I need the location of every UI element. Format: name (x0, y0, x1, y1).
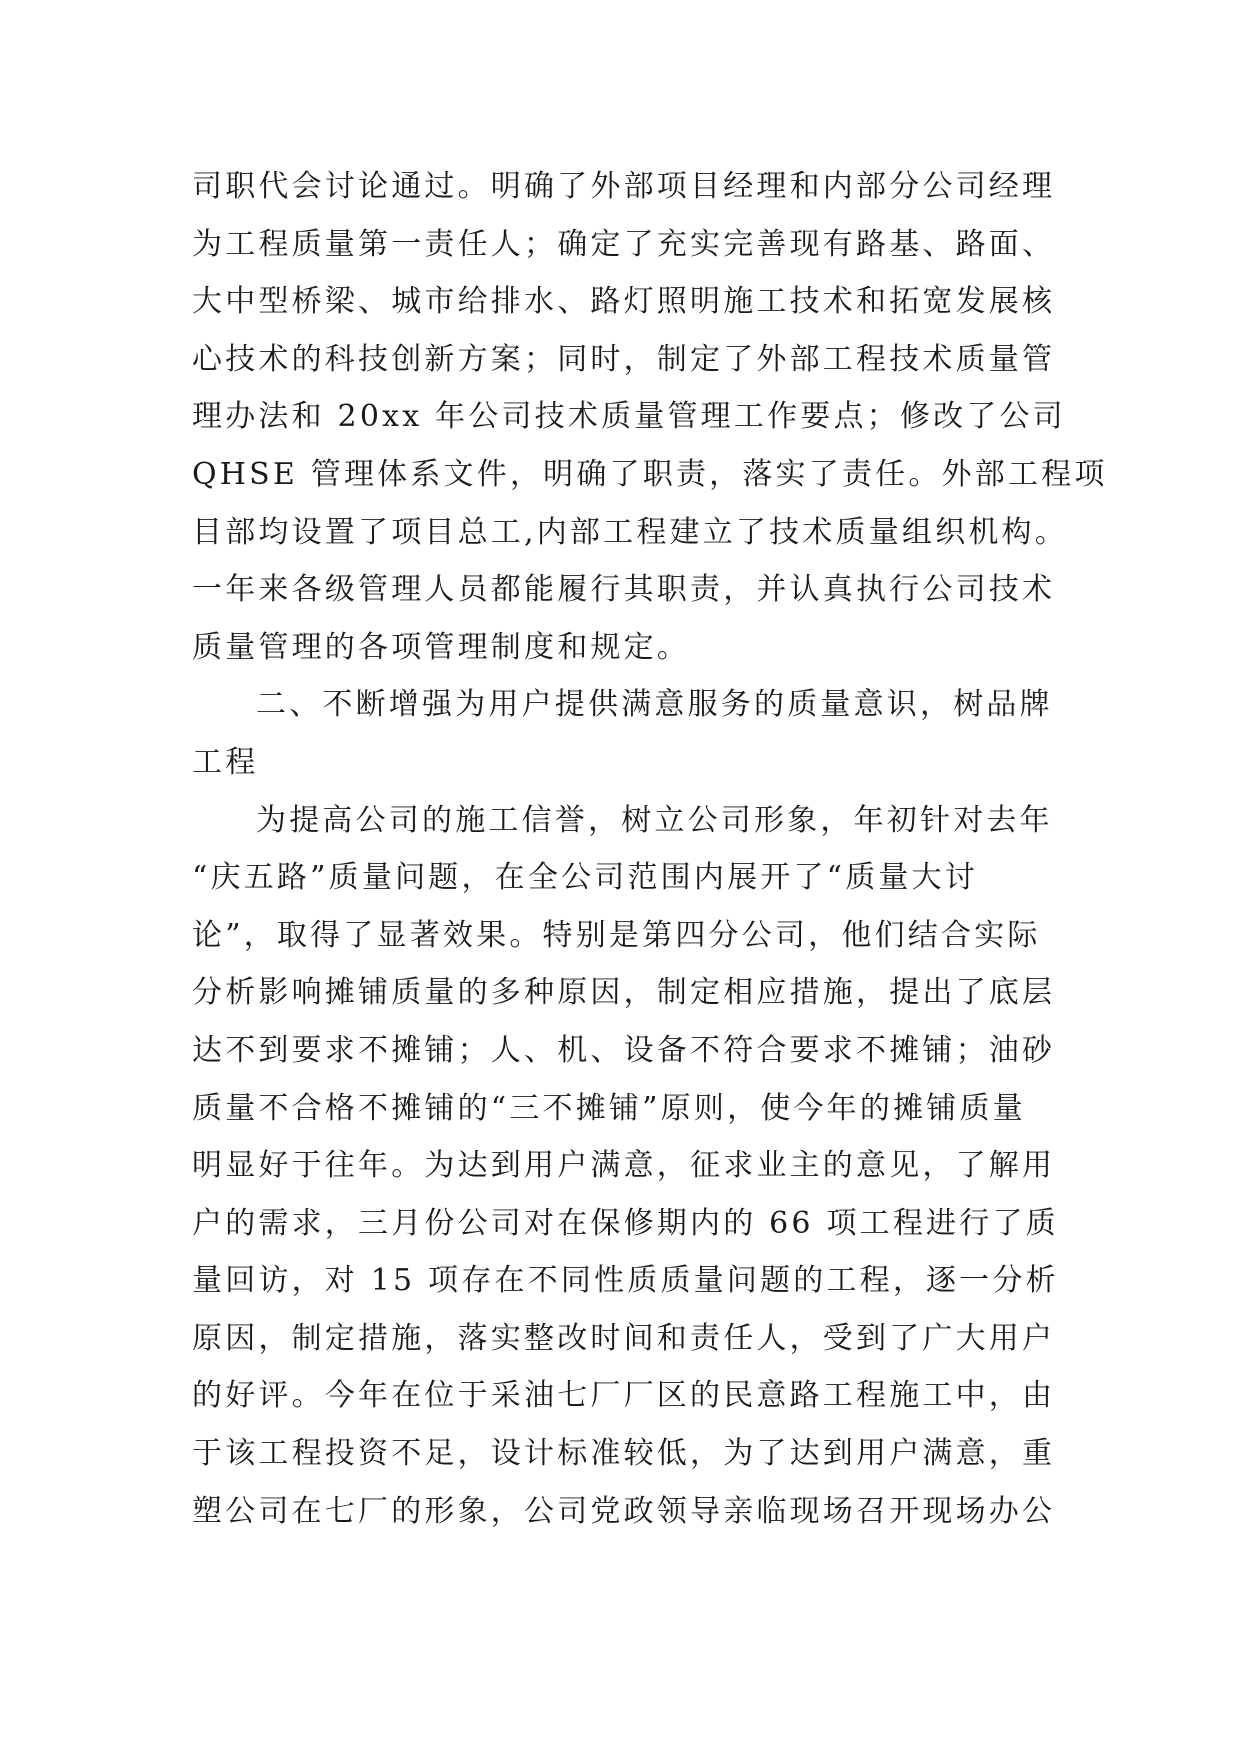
text-line: 质量管理的各项管理制度和规定。 (192, 629, 690, 665)
text-line: 一年来各级管理人员都能履行其职责，并认真执行公司技术 (192, 572, 1056, 608)
text-line: 的好评。今年在位于采油七厂厂区的民意路工程施工中，由 (192, 1378, 1056, 1414)
text-line: 分析影响摊铺质量的多种原因，制定相应措施，提出了底层 (192, 975, 1056, 1011)
text-line: 论”，取得了显著效果。特别是第四分公司，他们结合实际 (192, 917, 1041, 953)
text-line: 司职代会讨论通过。明确了外部项目经理和内部分公司经理 (192, 169, 1056, 204)
text-line: 目部均设置了项目总工,内部工程建立了技术质量组织机构。 (192, 514, 1068, 550)
text-line: 于该工程投资不足，设计标准较低，为了达到用户满意，重 (192, 1436, 1056, 1472)
paragraph-quality-responsibility (192, 158, 1108, 676)
text-line: 达不到要求不摊铺；人、机、设备不符合要求不摊铺；油砂 (192, 1032, 1056, 1068)
text-line: 户的需求，三月份公司对在保修期内的 66 项工程进行了质 (192, 1205, 1059, 1241)
text-line: 为工程质量第一责任人；确定了充实完善现有路基、路面、 (192, 226, 1056, 262)
text-line: QHSE 管理体系文件，明确了职责，落实了责任。外部工程项 (192, 456, 1108, 492)
text-line: 明显好于往年。为达到用户满意，征求业主的意见，了解用 (192, 1148, 1056, 1184)
text-line: 塑公司在七厂的形象，公司党政领导亲临现场召开现场办公 (192, 1493, 1056, 1529)
text-line: 质量不合格不摊铺的“三不摊铺”原则，使今年的摊铺质量 (192, 1090, 1026, 1126)
text-line: 心技术的科技创新方案；同时，制定了外部工程技术质量管 (192, 341, 1056, 377)
text-line: 大中型桥梁、城市给排水、路灯照明施工技术和拓宽发展核 (192, 284, 1056, 320)
text-line: 量回访，对 15 项存在不同性质质量问题的工程，逐一分析 (192, 1263, 1059, 1299)
text-line: 理办法和 20xx 年公司技术质量管理工作要点；修改了公司 (192, 399, 1066, 435)
text-line: 为提高公司的施工信誉，树立公司形象，年初针对去年 (256, 802, 1053, 838)
heading-line: 二、不断增强为用户提供满意服务的质量意识，树品牌 (256, 687, 1053, 723)
text-line: 原因，制定措施，落实整改时间和责任人，受到了广大用户 (192, 1320, 1056, 1356)
heading-line: 工程 (192, 744, 259, 780)
document-body (192, 158, 1108, 1540)
paragraph-customer-satisfaction (192, 792, 1092, 1541)
text-line: “庆五路”质量问题，在全公司范围内展开了“质量大讨 (192, 860, 979, 896)
section-heading-two (192, 676, 1092, 791)
